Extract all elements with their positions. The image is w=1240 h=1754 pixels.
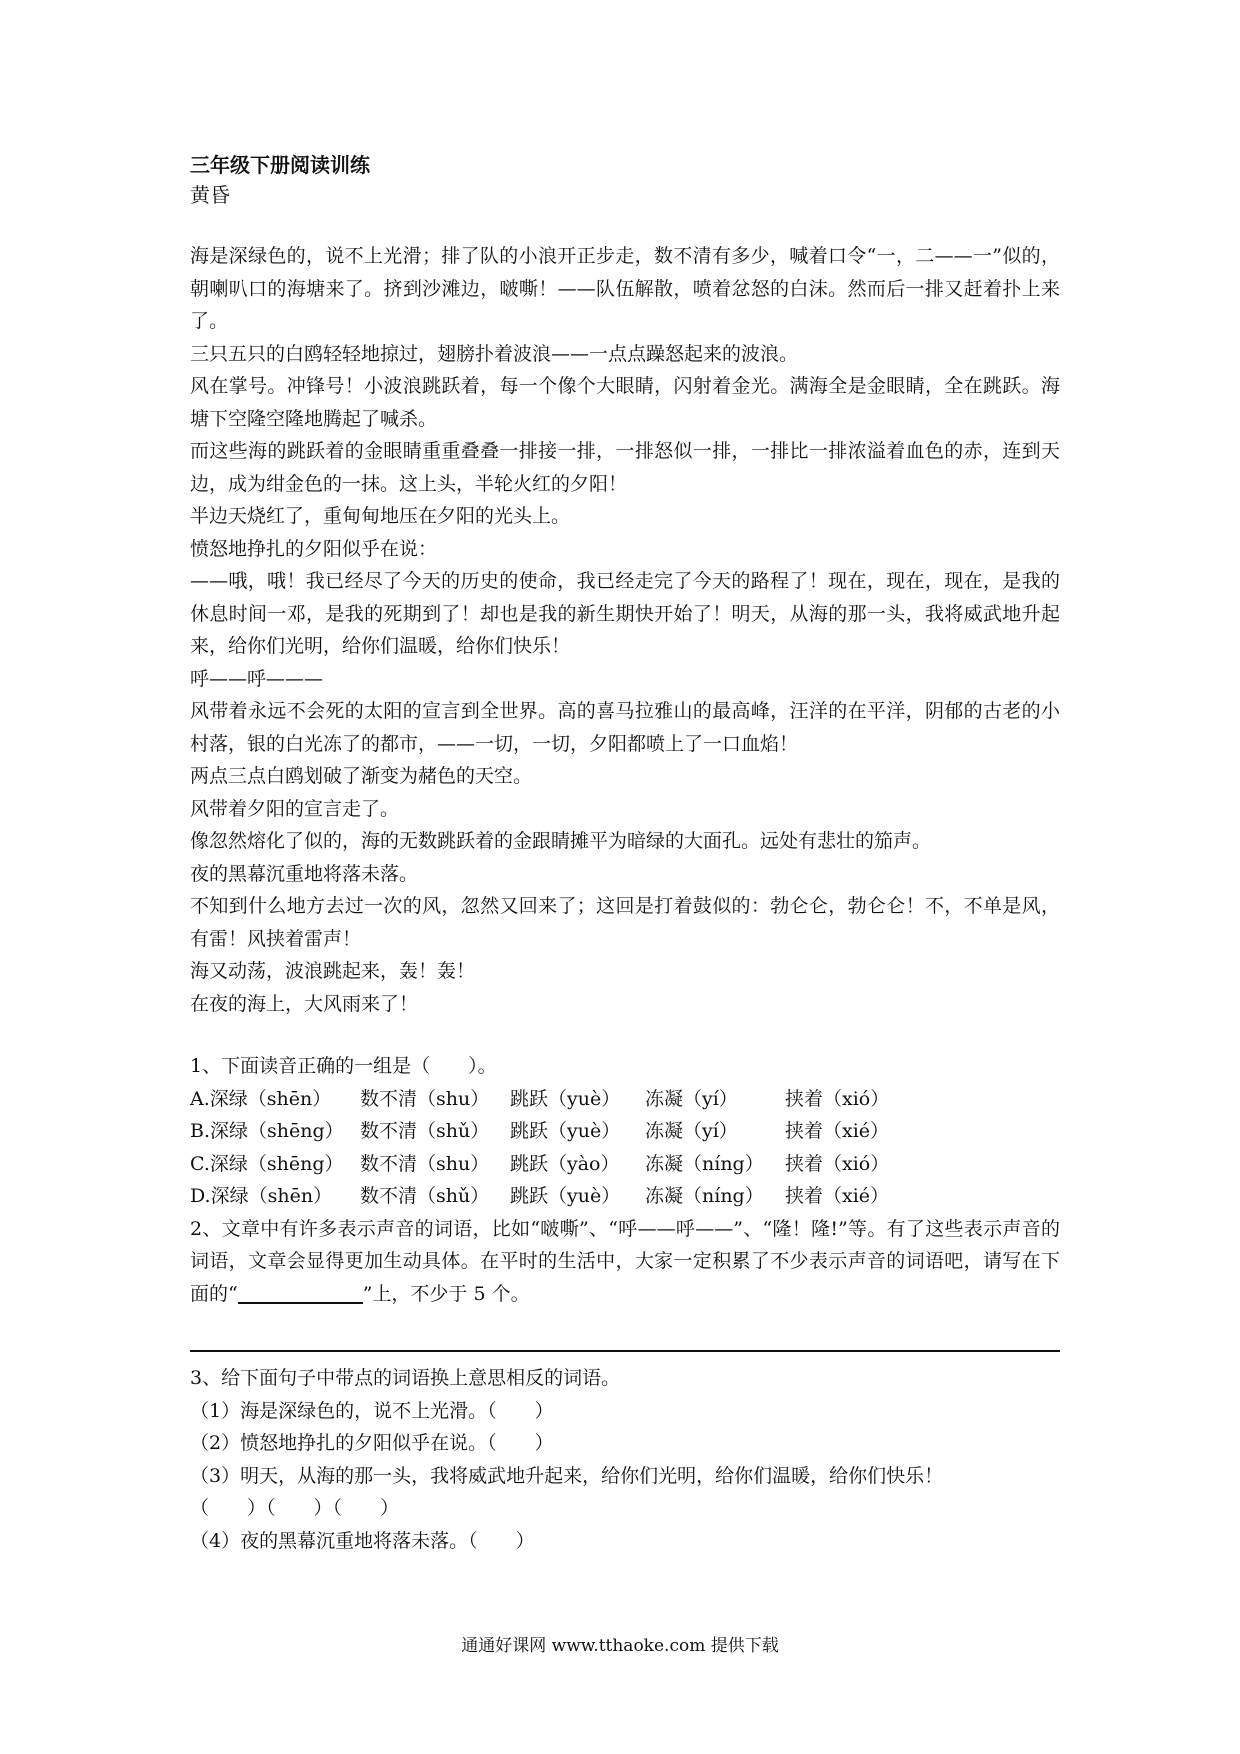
question-1-stem: 1、下面读音正确的一组是（ ）。 <box>190 1055 497 1077</box>
question-3-item: （3）明天，从海的那一头，我将威武地升起来，给你们光明，给你们温暖，给你们快乐！ <box>190 1464 944 1487</box>
option-cell: 冻凝（yí） <box>645 1120 738 1142</box>
option-cell: 数不清（shǔ） <box>360 1185 490 1207</box>
question-2-text-after: ”上，不少于 5 个。 <box>362 1282 530 1305</box>
passage-paragraph: 三只五只的白鸥轻轻地掠过，翅膀扑着波浪——一点点躁怒起来的波浪。 <box>190 342 799 365</box>
option-cell: 数不清（shǔ） <box>360 1120 490 1142</box>
section-gap <box>190 1020 1060 1050</box>
passage-paragraph: 像忽然熔化了似的，海的无数跳跃着的金跟睛摊平为暗绿的大面孔。远处有悲壮的笳声。 <box>190 830 932 852</box>
option-cell: 跳跃（yào） <box>510 1152 620 1175</box>
question-3 <box>190 1362 1060 1557</box>
passage-paragraph: 半边天烧红了，重甸甸地压在夕阳的光头上。 <box>190 505 571 527</box>
question-2-text <box>190 1213 1060 1311</box>
passage-paragraph: 而这些海的跳跃着的金眼睛重重叠叠一排接一排，一排怒似一排，一排比一排浓溢着血色的赤，连到天边，成为绀金色的一抹。这上头，半轮火红的夕阳！ <box>190 440 1060 495</box>
document-title: 三年级下册阅读训练 <box>190 153 370 177</box>
passage-paragraph: 风带着夕阳的宣言走了。 <box>190 797 400 820</box>
option-row-a <box>190 1083 1060 1116</box>
passage-paragraph: 风带着永远不会死的太阳的宣言到全世界。高的喜马拉雅山的最高峰，汪洋的在平洋，阴郁的古老的小村落，银的白光冻了的都市，——一切，一切，夕阳都喷上了一口血焰！ <box>190 700 1060 755</box>
passage-paragraph: 在夜的海上，大风雨来了！ <box>190 992 419 1015</box>
option-row-c <box>190 1148 1060 1181</box>
answer-line[interactable] <box>190 1310 1060 1352</box>
option-cell: 冻凝（níng） <box>645 1185 764 1207</box>
option-row-b <box>190 1115 1060 1148</box>
passage-paragraph: 愤怒地挣扎的夕阳似乎在说： <box>190 537 438 560</box>
option-cell: 跳跃（yuè） <box>510 1087 621 1110</box>
question-3-item: （1）海是深绿色的，说不上光滑。（ ） <box>190 1399 554 1422</box>
passage-paragraph: 呼——呼——— <box>190 667 324 690</box>
option-cell: 挟着（xié） <box>785 1120 890 1142</box>
option-cell: 数不清（shu） <box>360 1152 490 1175</box>
option-cell: C.深绿（shēng） <box>190 1152 344 1175</box>
option-cell: 挟着（xié） <box>785 1185 890 1207</box>
option-cell: 挟着（xió） <box>785 1087 890 1110</box>
option-cell: 冻凝（níng） <box>645 1152 764 1175</box>
option-cell: 冻凝（yí） <box>645 1087 738 1110</box>
question-3-item: （ ）（ ）（ ） <box>190 1497 400 1519</box>
download-footer: 通通好课网 www.tthaoke.com 提供下载 <box>461 1636 779 1656</box>
passage-paragraph: 风在掌号。冲锋号！小波浪跳跃着，每一个像个大眼睛，闪射着金光。满海全是金眼睛，全在跳跃。海塘下空隆空隆地腾起了喊杀。 <box>190 375 1060 430</box>
option-cell: 跳跃（yuè） <box>510 1185 621 1207</box>
option-row-d <box>190 1180 1060 1213</box>
option-cell: 挟着（xió） <box>785 1152 890 1175</box>
question-1 <box>190 1050 1060 1213</box>
passage-paragraph: 海又动荡，波浪跳起来，轰！轰！ <box>190 960 476 982</box>
passage-title: 黄昏 <box>190 183 230 207</box>
question-2 <box>190 1213 1060 1353</box>
question-2-text-before: 2、文章中有许多表示声音的词语，比如“啵嘶”、“呼——呼——”、“隆！隆!”等。有了这些表示声音的词语，文章会显得更加生动具体。在平时的生活中，大家一定积累了不少表示声音的词语吧，请写在下面的“ <box>190 1217 1060 1305</box>
passage-paragraph: 海是深绿色的，说不上光滑；排了队的小浪开正步走，数不清有多少，喊着口令“一，二——一”似的，朝喇叭口的海塘来了。挤到沙滩边，啵嘶！——队伍解散，喷着忿怒的白沫。然而后一排又赶着扑上来了。 <box>190 245 1060 332</box>
fill-in-blank <box>238 1280 363 1304</box>
reading-passage <box>190 240 1060 1020</box>
option-cell: B.深绿（shēng） <box>190 1120 344 1142</box>
question-3-item: （2）愤怒地挣扎的夕阳似乎在说。（ ） <box>190 1432 554 1454</box>
passage-paragraph: ——哦，哦！我已经尽了今天的历史的使命，我已经走完了今天的路程了！现在，现在，现在，是我的休息时间一邓，是我的死期到了！却也是我的新生期快开始了！明天，从海的那一头，我将威武地升起来，给你们光明，给你们温暖，给你们快乐！ <box>190 570 1060 657</box>
passage-paragraph: 不知到什么地方去过一次的风，忽然又回来了；这回是打着鼓似的：勃仑仑，勃仑仑！不，不单是风，有雷！风挟着雷声！ <box>190 895 1060 950</box>
option-cell: D.深绿（shēn） <box>190 1185 333 1207</box>
option-cell: A.深绿（shēn） <box>190 1087 332 1110</box>
question-3-item: （4）夜的黑幕沉重地将落未落。（ ） <box>190 1529 535 1552</box>
passage-paragraph: 夜的黑幕沉重地将落未落。 <box>190 862 419 885</box>
passage-paragraph: 两点三点白鸥划破了渐变为赭色的天空。 <box>190 765 533 787</box>
option-cell: 跳跃（yuè） <box>510 1120 621 1142</box>
question-3-stem: 3、给下面句子中带点的词语换上意思相反的词语。 <box>190 1367 621 1389</box>
option-cell: 数不清（shu） <box>360 1087 490 1110</box>
document-content <box>190 150 1060 1557</box>
